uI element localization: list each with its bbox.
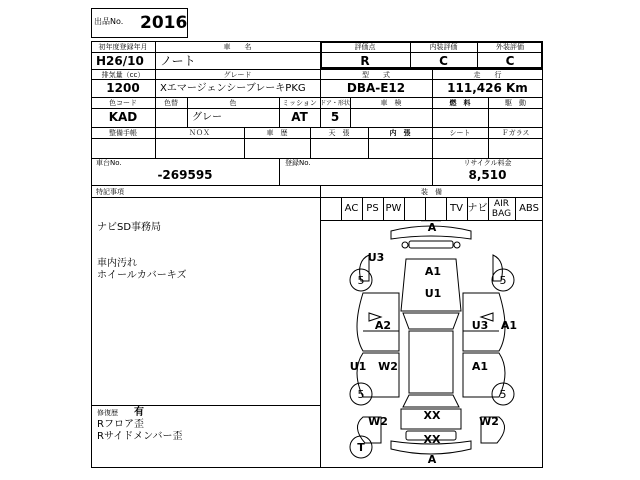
value-color: グレー (192, 112, 222, 123)
label-displacement: 排気量（cc） (101, 71, 145, 79)
label-interior: 内装評価 (429, 43, 458, 51)
mark-rear-a: A (427, 453, 437, 466)
label-color-code: 色コード (109, 99, 137, 107)
value-recycle: 8,510 (468, 168, 507, 182)
mark-u3-front-left: U3 (367, 251, 385, 264)
equip-pw: PW (385, 203, 402, 214)
value-displacement: 1200 (106, 81, 140, 95)
roof (409, 331, 453, 393)
tire-rear-right-value: 5 (499, 388, 507, 401)
mark-a1-right-rear: A1 (471, 360, 489, 373)
value-color-code: KAD (108, 110, 138, 124)
label-seat: シート (449, 129, 471, 137)
value-transmission: AT (291, 110, 308, 124)
value-model-name: ノート (160, 54, 196, 68)
value-first-reg: H26/10 (96, 54, 144, 68)
tire-front-left-value: 5 (357, 274, 365, 287)
repair-label: 修復歴 (97, 409, 118, 417)
windshield (403, 313, 459, 329)
rear-glass (403, 395, 459, 407)
equip-navi: ナビ (467, 203, 488, 214)
mark-front-a: A (427, 221, 437, 234)
value-mileage: 111,426 Km (447, 81, 528, 95)
label-nox: ＮＯＸ (189, 129, 210, 137)
mark-a1-hood: A1 (424, 265, 442, 278)
equip-ps: PS (366, 203, 379, 214)
repair-status: 有 (134, 407, 144, 418)
value-doors: 5 (330, 110, 340, 124)
label-exterior: 外装評価 (496, 43, 524, 51)
label-recycle: リサイクル料金 (463, 159, 512, 167)
label-doors-shape: ドア・形状 (320, 100, 350, 107)
mark-w2-left: W2 (378, 360, 398, 373)
mark-xx-trunk: XX (423, 409, 441, 422)
label-drive: 駆 動 (505, 99, 526, 107)
equipment-title: 装 備 (421, 188, 442, 196)
mark-w2-rear-right: W2 (479, 415, 499, 428)
repair-line-1: Rフロア歪 (97, 419, 144, 430)
label-front-glass: Ｆガラス (501, 129, 530, 137)
label-headliner: 天 張 (328, 129, 350, 137)
label-mileage: 走 行 (473, 71, 502, 79)
mark-a1-right-front: A1 (500, 319, 518, 332)
notes-title: 特記事項 (96, 188, 124, 196)
label-interior-trim: 内 張 (389, 129, 411, 137)
value-score: R (360, 54, 370, 68)
label-model-code: 型 式 (362, 71, 390, 79)
tire-rear-left-value: 5 (357, 388, 365, 401)
tire-front-right-value: 5 (499, 274, 507, 287)
equip-abs: ABS (519, 203, 539, 214)
equip-tv: TV (450, 203, 463, 214)
label-color-type: 色替 (164, 99, 178, 107)
lot-label: 出品No. (94, 17, 124, 26)
label-first-reg: 初年度登録年月 (98, 43, 148, 51)
note-line-2: 車内汚れ (97, 258, 137, 269)
mark-xx-rear: XX (423, 433, 441, 446)
label-model-name: 車 名 (223, 43, 252, 51)
label-fuel: 燃 料 (449, 99, 471, 107)
mark-u1-left: U1 (349, 360, 367, 373)
lot-number: 2016 (140, 13, 188, 33)
label-color: 色 (229, 99, 237, 107)
value-grade: XエマージェンシーブレーキPKG (160, 83, 306, 94)
label-service-book: 整備手帳 (109, 129, 137, 137)
front-grille (409, 241, 453, 248)
label-score: 評価点 (354, 43, 376, 51)
mark-u1-hood: U1 (424, 287, 442, 300)
mark-w2-rear-left: W2 (368, 415, 388, 428)
spare-tire-value: T (357, 441, 365, 454)
mark-a2-left: A2 (374, 319, 392, 332)
label-chassis: 車台No. (96, 159, 122, 167)
value-model-code: DBA-E12 (346, 81, 406, 95)
equip-airbag: AIR BAG (491, 199, 512, 219)
label-grade: グレード (223, 71, 252, 79)
label-registration: 登録No. (285, 159, 311, 167)
value-chassis: -269595 (157, 168, 213, 182)
label-transmission: ミッション (282, 99, 317, 107)
repair-line-2: Rサイドメンバー歪 (97, 431, 183, 442)
equip-ac: AC (344, 203, 359, 214)
note-line-1: ナビSD事務局 (97, 222, 162, 233)
label-history: 車 歴 (266, 129, 288, 137)
car-diagram (321, 221, 542, 467)
mark-u3-right: U3 (471, 319, 489, 332)
label-vehicle-check: 車 検 (380, 99, 402, 107)
value-exterior: C (505, 54, 515, 68)
note-line-3: ホイールカバーキズ (97, 270, 187, 281)
value-interior: C (439, 54, 448, 68)
